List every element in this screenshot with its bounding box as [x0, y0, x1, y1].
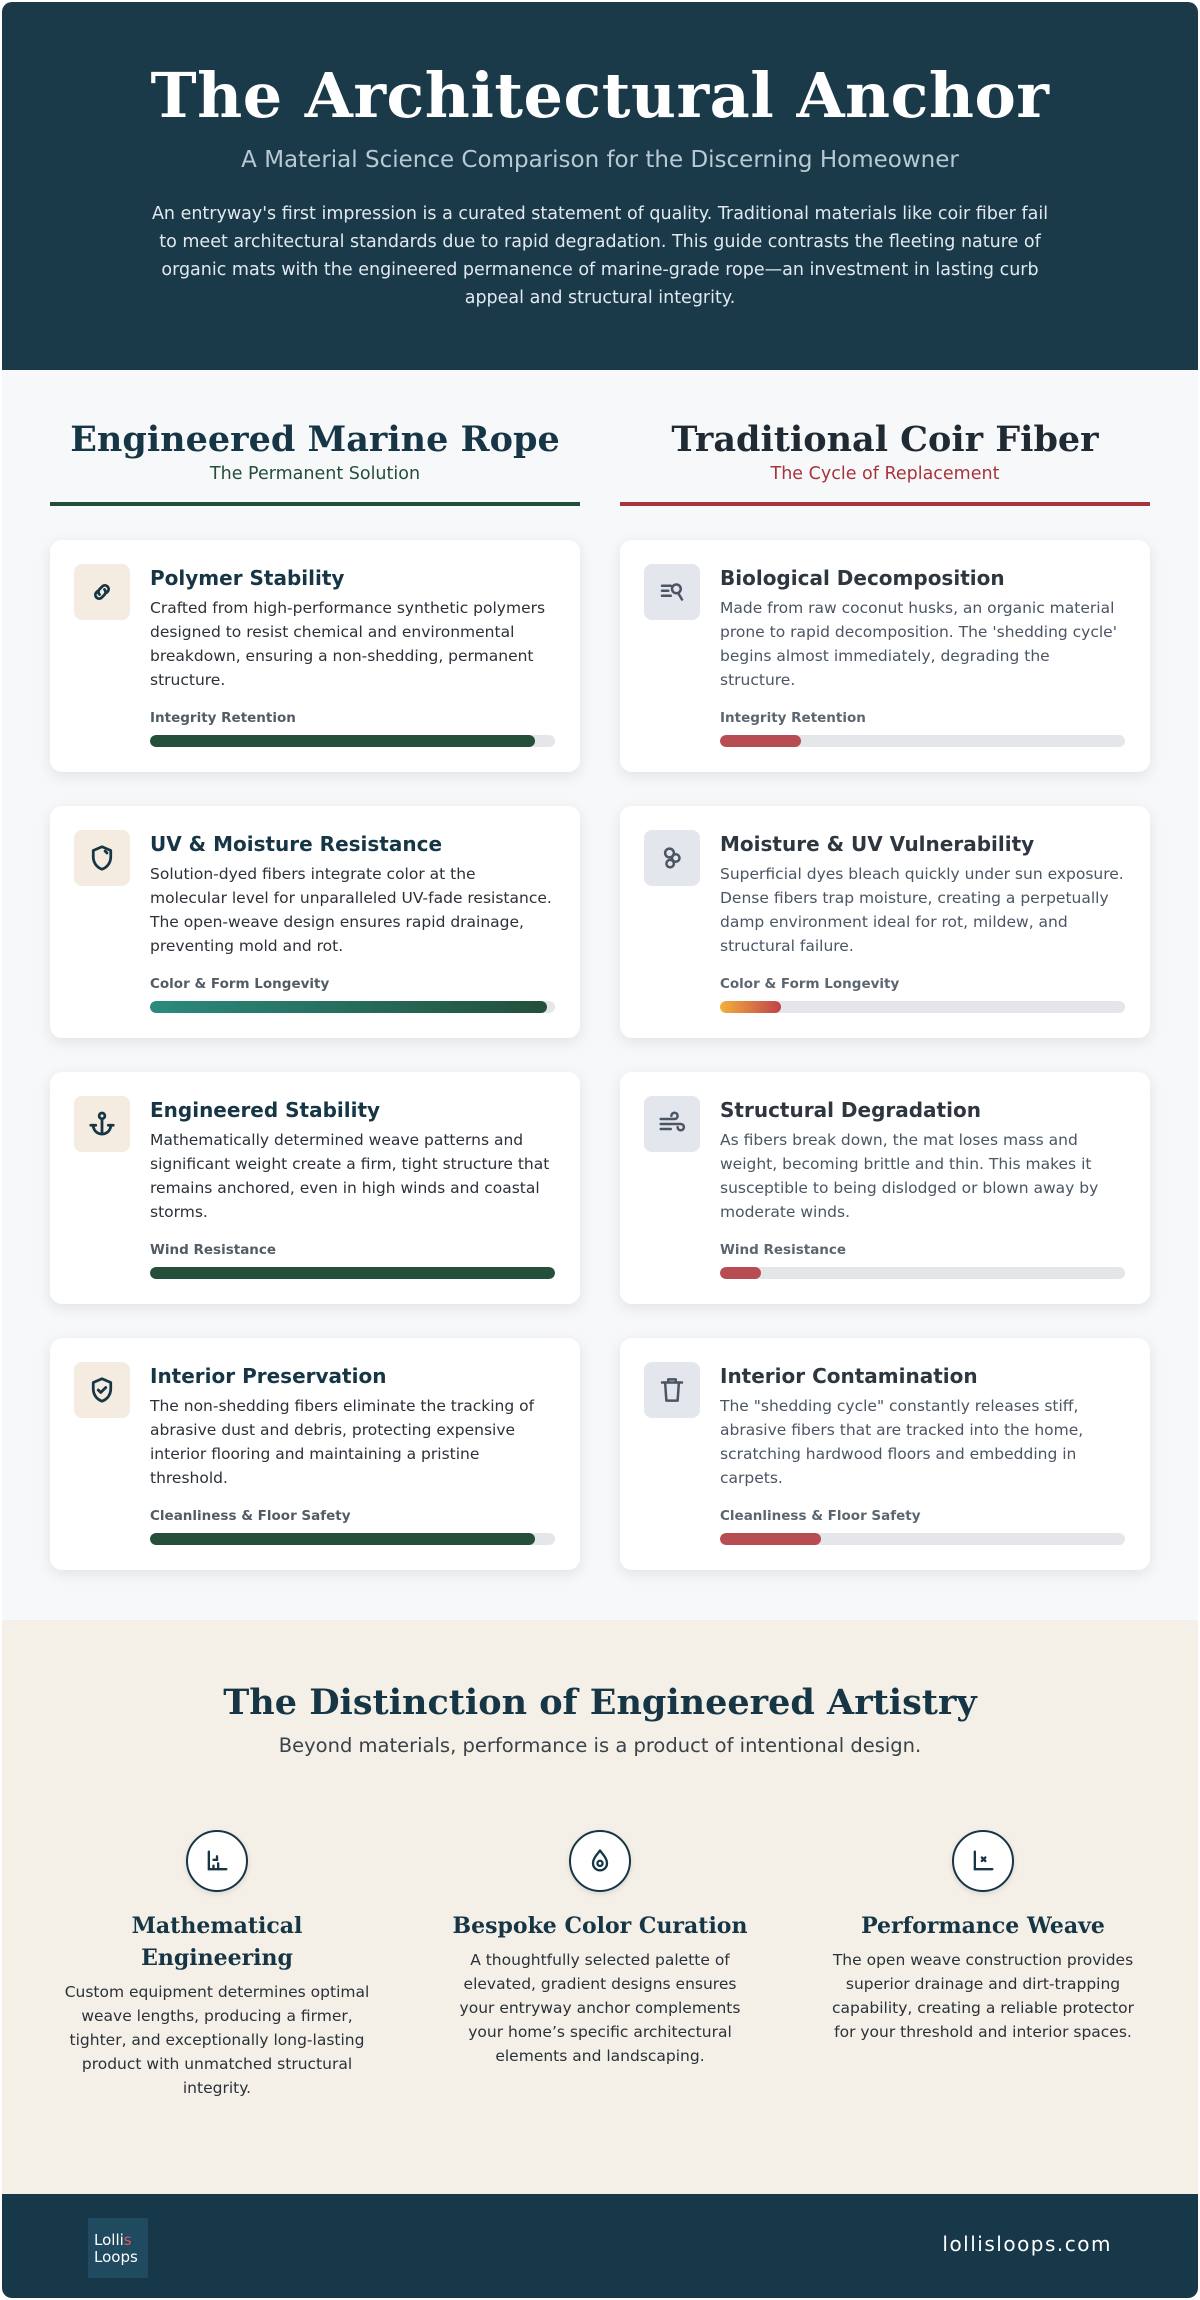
metric-label: Cleanliness & Floor Safety: [720, 1508, 921, 1524]
card-title: Moisture & UV Vulnerability: [720, 832, 1035, 856]
metric-fill: [720, 1267, 761, 1279]
coir-column-tagline: The Cycle of Replacement: [770, 464, 1000, 484]
metric-bar: [150, 1267, 555, 1279]
footer: [2, 2194, 1198, 2298]
metric-label: Color & Form Longevity: [150, 976, 330, 992]
page-title: The Architectural Anchor: [150, 59, 1050, 132]
droplet-icon: [569, 1830, 631, 1892]
card-title: Biological Decomposition: [720, 566, 1005, 590]
coir-card-moisture-uv: [620, 806, 1150, 1038]
coir-divider: [620, 502, 1150, 506]
anchor-icon: [74, 1096, 130, 1152]
logo-mark: s: [123, 2231, 132, 2249]
metric-fill: [720, 1001, 781, 1013]
coir-card-structural-degradation: [620, 1072, 1150, 1304]
rope-divider: [50, 502, 580, 506]
coir-card-interior-contamination: [620, 1338, 1150, 1570]
feature-bespoke-color: [445, 1830, 755, 2068]
rope-column-header: [50, 418, 580, 506]
metric-fill: [150, 1001, 547, 1013]
rope-card-engineered-stability: [50, 1072, 580, 1304]
metric-label: Integrity Retention: [720, 710, 866, 726]
rope-card-polymer-stability: [50, 540, 580, 772]
feature-text: Custom equipment determines optimal weave lengths, producing a firmer, tighter, and exceptionally long-lasting product with unmatched structural integrity.: [64, 1983, 370, 2097]
card-title: Interior Contamination: [720, 1364, 978, 1388]
feature-title: Bespoke Color Curation: [452, 1913, 748, 1939]
metric-bar: [720, 735, 1125, 747]
rope-card-uv-moisture: [50, 806, 580, 1038]
card-text: The "shedding cycle" constantly releases stiff, abrasive fibers that are tracked into the home, scratching hardwood floors and embedding in carpets.: [720, 1397, 1084, 1487]
ruler-icon: [186, 1830, 248, 1892]
card-title: Engineered Stability: [150, 1098, 381, 1122]
feature-title: Performance Weave: [861, 1913, 1105, 1939]
feature-mathematical-engineering: [62, 1830, 372, 2100]
metric-label: Wind Resistance: [720, 1242, 847, 1258]
website-link[interactable]: lollisloops.com: [942, 2232, 1112, 2256]
metric-fill: [720, 735, 801, 747]
metric-bar: [150, 1533, 555, 1545]
card-text: Mathematically determined weave patterns and significant weight create a firm, tight structure that remains anchored, even in high winds and coastal storms.: [150, 1131, 550, 1221]
rope-card-interior-preservation: [50, 1338, 580, 1570]
feature-title: Mathematical Engineering: [131, 1913, 303, 1971]
feature-text: A thoughtfully selected palette of elevated, gradient designs ensures your entryway anchor complements your home’s specific architectural elements and landscaping.: [459, 1951, 741, 2065]
coir-column-header: [620, 418, 1150, 506]
metric-bar: [150, 735, 555, 747]
droplets-icon: [644, 830, 700, 886]
card-text: Crafted from high-performance synthetic polymers designed to resist chemical and environmental breakdown, ensuring a non-shedding, permanent structure.: [150, 599, 546, 689]
metric-fill: [150, 735, 535, 747]
link-icon: [74, 564, 130, 620]
coir-card-biological-decomposition: [620, 540, 1150, 772]
card-text: As fibers break down, the mat loses mass and weight, becoming brittle and thin. This makes it susceptible to being dislodged or blown away by moderate winds.: [720, 1131, 1099, 1221]
card-title: Polymer Stability: [150, 566, 345, 590]
distinction-section: [2, 1620, 1198, 2194]
card-title: Interior Preservation: [150, 1364, 387, 1388]
card-text: Superficial dyes bleach quickly under sun exposure. Dense fibers trap moisture, creating a perpetually damp environment ideal for rot, mildew, and structural failure.: [720, 865, 1124, 955]
brand-logo[interactable]: [88, 2218, 148, 2278]
shield-check-icon: [74, 1362, 130, 1418]
metric-label: Color & Form Longevity: [720, 976, 900, 992]
logo-text-loops: Loops: [94, 2248, 138, 2266]
metric-label: Integrity Retention: [150, 710, 296, 726]
metric-fill: [150, 1267, 555, 1279]
intro-paragraph: An entryway's first impression is a curated statement of quality. Traditional materials like coir fiber fail to meet architectural standards due to rapid degradation. This guide contrasts the fleeting nature of organic mats with the engineered permanence of marine-grade rope—an investment in lasting curb appeal and structural integrity.: [151, 204, 1049, 308]
axis-icon: [952, 1830, 1014, 1892]
distinction-title: The Distinction of Engineered Artistry: [223, 1682, 977, 1723]
metric-bar: [720, 1533, 1125, 1545]
metric-label: Wind Resistance: [150, 1242, 277, 1258]
metric-bar: [720, 1267, 1125, 1279]
card-text: Made from raw coconut husks, an organic material prone to rapid decomposition. The 'shedding cycle' begins almost immediately, degrading the structure.: [720, 599, 1117, 689]
logo-text-lolli: Lolli: [94, 2231, 124, 2249]
metric-label: Cleanliness & Floor Safety: [150, 1508, 351, 1524]
comparison-section: [2, 370, 1198, 1620]
metric-fill: [720, 1533, 821, 1545]
decay-icon: [644, 564, 700, 620]
shield-icon: [74, 830, 130, 886]
feature-text: The open weave construction provides superior drainage and dirt-trapping capability, creating a reliable protector for your threshold and interior spaces.: [832, 1951, 1134, 2041]
card-title: Structural Degradation: [720, 1098, 981, 1122]
metric-bar: [720, 1001, 1125, 1013]
metric-bar: [150, 1001, 555, 1013]
rope-column-tagline: The Permanent Solution: [209, 464, 421, 484]
coir-column-title: Traditional Coir Fiber: [671, 419, 1099, 460]
card-text: The non-shedding fibers eliminate the tracking of abrasive dust and debris, protecting expensive interior flooring and maintaining a pristine threshold.: [150, 1397, 535, 1487]
card-title: UV & Moisture Resistance: [150, 832, 443, 856]
hero-header: [2, 2, 1198, 370]
wind-icon: [644, 1096, 700, 1152]
page-subtitle: A Material Science Comparison for the Discerning Homeowner: [241, 147, 959, 173]
rope-column-title: Engineered Marine Rope: [70, 419, 560, 460]
distinction-subtitle: Beyond materials, performance is a product of intentional design.: [278, 1734, 922, 1757]
feature-performance-weave: [828, 1830, 1138, 2044]
card-text: Solution-dyed fibers integrate color at the molecular level for unparalleled UV-fade resistance. The open-weave design ensures rapid drainage, preventing mold and rot.: [150, 865, 552, 955]
metric-fill: [150, 1533, 535, 1545]
trash-icon: [644, 1362, 700, 1418]
infographic-page: [2, 2, 1198, 2298]
